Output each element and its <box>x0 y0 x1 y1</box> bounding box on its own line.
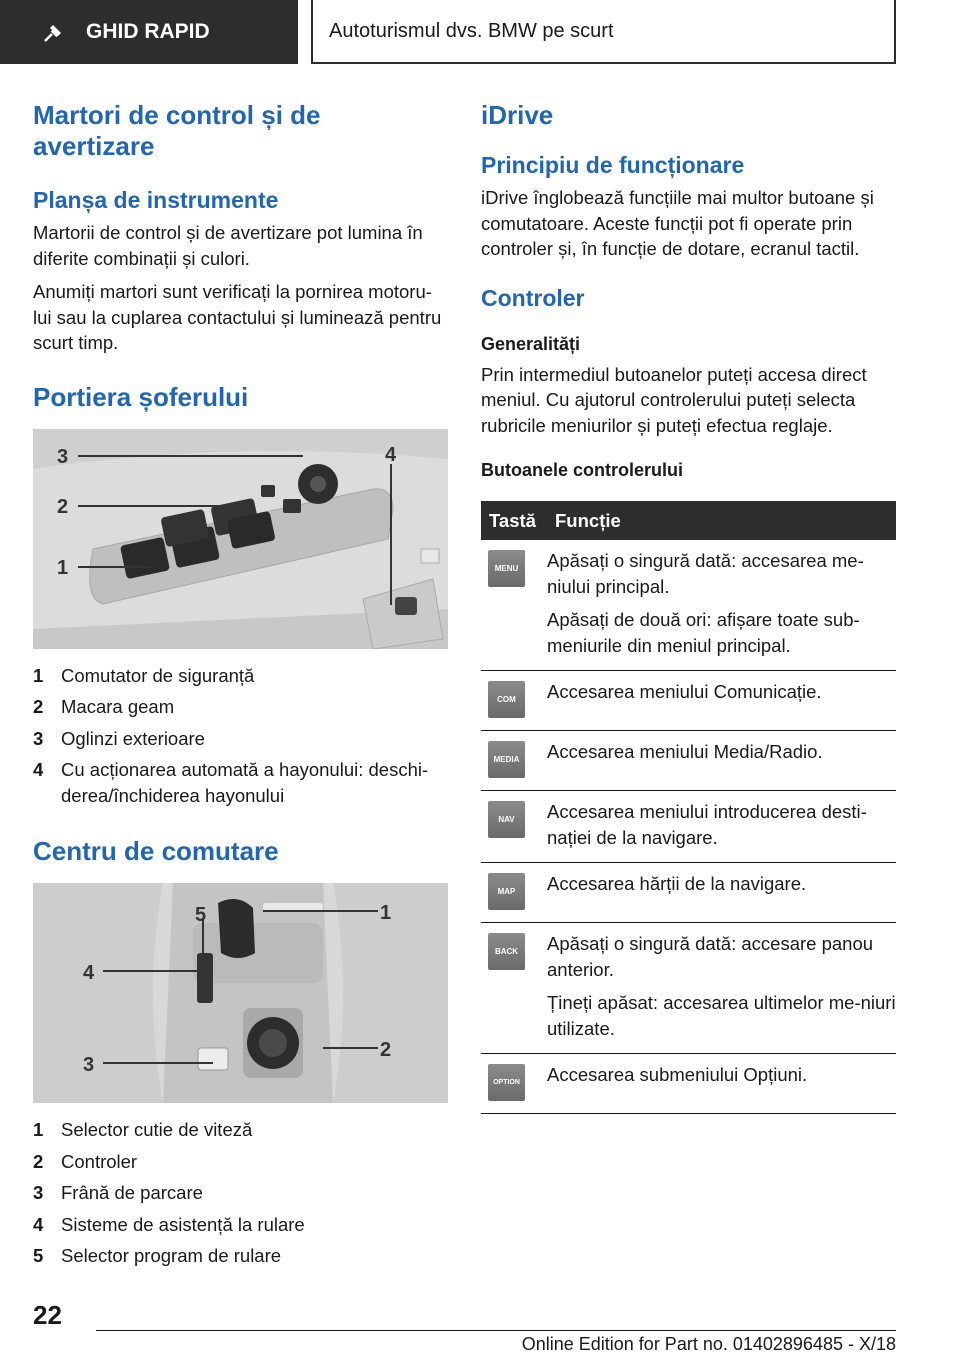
table-row: OPTION Accesarea submeniului Opțiuni. <box>481 1054 896 1114</box>
table-row: BACK Apăsați o singură dată: accesare panou anterior. Țineți apăsat: accesarea ultimelor me-niuri utilizate. <box>481 923 896 1054</box>
footer-divider <box>96 1330 896 1331</box>
heading-controller-buttons: Butoanele controlerului <box>481 460 684 480</box>
center-callout-3: 3 <box>83 1054 95 1076</box>
col-key-header: Tastă <box>481 501 547 540</box>
list-item: 1 Selector cutie de viteză <box>33 1119 253 1140</box>
heading-switch-center: Centru de comutare <box>33 836 279 866</box>
list-item: 5 Selector program de rulare <box>33 1245 282 1266</box>
page-number: 22 <box>33 1300 62 1330</box>
quick-guide-tab[interactable] <box>0 0 298 64</box>
paragraph-principle: iDrive înglobează funcțiile mai multor butoane și comutatoare. Aceste funcții pot fi operate prin controler și, în funcție de dotare, ecranul tactil. <box>481 187 874 259</box>
door-callout-3: 3 <box>57 445 69 468</box>
list-item: 3 Frână de parcare <box>33 1182 203 1203</box>
heading-idrive: iDrive <box>481 100 554 130</box>
driver-door-illustration <box>33 429 448 649</box>
controller-buttons-table <box>481 501 896 1114</box>
table-row: MAP Accesarea hărții de la navigare. <box>481 863 896 923</box>
list-item: 2 Macara geam <box>33 696 175 717</box>
door-callout-1: 1 <box>57 556 69 579</box>
menu-button-icon: MENU <box>488 550 525 587</box>
com-button-icon: COM <box>488 681 525 718</box>
door-callout-4: 4 <box>385 443 397 466</box>
list-item: 1 Comutator de siguranță <box>33 664 255 686</box>
driver-door-drawing <box>33 429 448 649</box>
back-button-icon: BACK <box>488 933 525 970</box>
heading-driver-door: Portiera șoferului <box>33 381 249 412</box>
switch-center-illustration <box>33 883 448 1103</box>
switch-center-drawing <box>33 883 448 1103</box>
center-callout-4: 4 <box>83 962 95 984</box>
heading-general: Generalități <box>481 333 581 354</box>
pushpin-icon <box>42 22 64 44</box>
list-item: 3 Oglinzi exterioare <box>33 727 205 749</box>
nav-button-icon: NAV <box>488 801 525 838</box>
list-item: 4 Sisteme de asistență la rulare <box>33 1213 305 1235</box>
table-row: MENU Apăsați o singură dată: accesarea me-niului principal. Apăsați de două ori: afișare toate sub-meniurile din meniul principal. <box>481 540 896 671</box>
center-callout-1: 1 <box>380 902 392 924</box>
media-button-icon: MEDIA <box>488 741 525 778</box>
page-header <box>0 0 960 66</box>
col-function-header: Funcție <box>547 501 896 540</box>
heading-principle: Principiu de funcționare <box>481 152 745 178</box>
heading-instrument-panel: Planșa de instrumente <box>33 187 279 213</box>
center-callout-2: 2 <box>380 1039 392 1061</box>
paragraph-general: Prin intermediul butoanelor puteți accesa direct meniul. Cu ajutorul controlerului puteți selecta rubricile meniurilor și puteți efectua reglaje. <box>481 363 867 436</box>
list-item: 2 Controler <box>33 1150 138 1172</box>
map-button-icon: MAP <box>488 873 525 910</box>
table-row: COM Accesarea meniului Comunicație. <box>481 671 896 731</box>
driver-door-legend <box>33 663 448 809</box>
table-row: NAV Accesarea meniului introducerea desti-nației de la navigare. <box>481 791 896 863</box>
table-row: MEDIA Accesarea meniului Media/Radio. <box>481 731 896 791</box>
section-title: Autoturismul dvs. BMW pe scurt <box>311 0 896 64</box>
switch-center-legend <box>33 1117 448 1269</box>
paragraph-lights-1: Martorii de control și de avertizare pot lumina în diferite combinații și culori. <box>33 222 423 269</box>
right-column <box>481 100 896 1114</box>
door-callout-2: 2 <box>57 495 69 518</box>
quick-guide-label: GHID RAPID <box>86 20 210 43</box>
edition-footer: Online Edition for Part no. 01402896485 - X/18 <box>521 1334 896 1354</box>
center-callout-5: 5 <box>195 904 207 926</box>
heading-controller: Controler <box>481 284 585 311</box>
heading-warning-lights: Martori de control și de avertizare <box>33 100 321 161</box>
list-item: 4 Cu acționarea automată a hayonului: deschi-derea/închiderea hayonului <box>33 759 429 806</box>
paragraph-lights-2: Anumiți martori sunt verificați la pornirea motoru-lui sau la cuplarea contactului și luminează pentru scurt timp. <box>33 281 442 353</box>
left-column <box>33 100 448 1275</box>
option-button-icon: OPTION <box>488 1064 525 1101</box>
